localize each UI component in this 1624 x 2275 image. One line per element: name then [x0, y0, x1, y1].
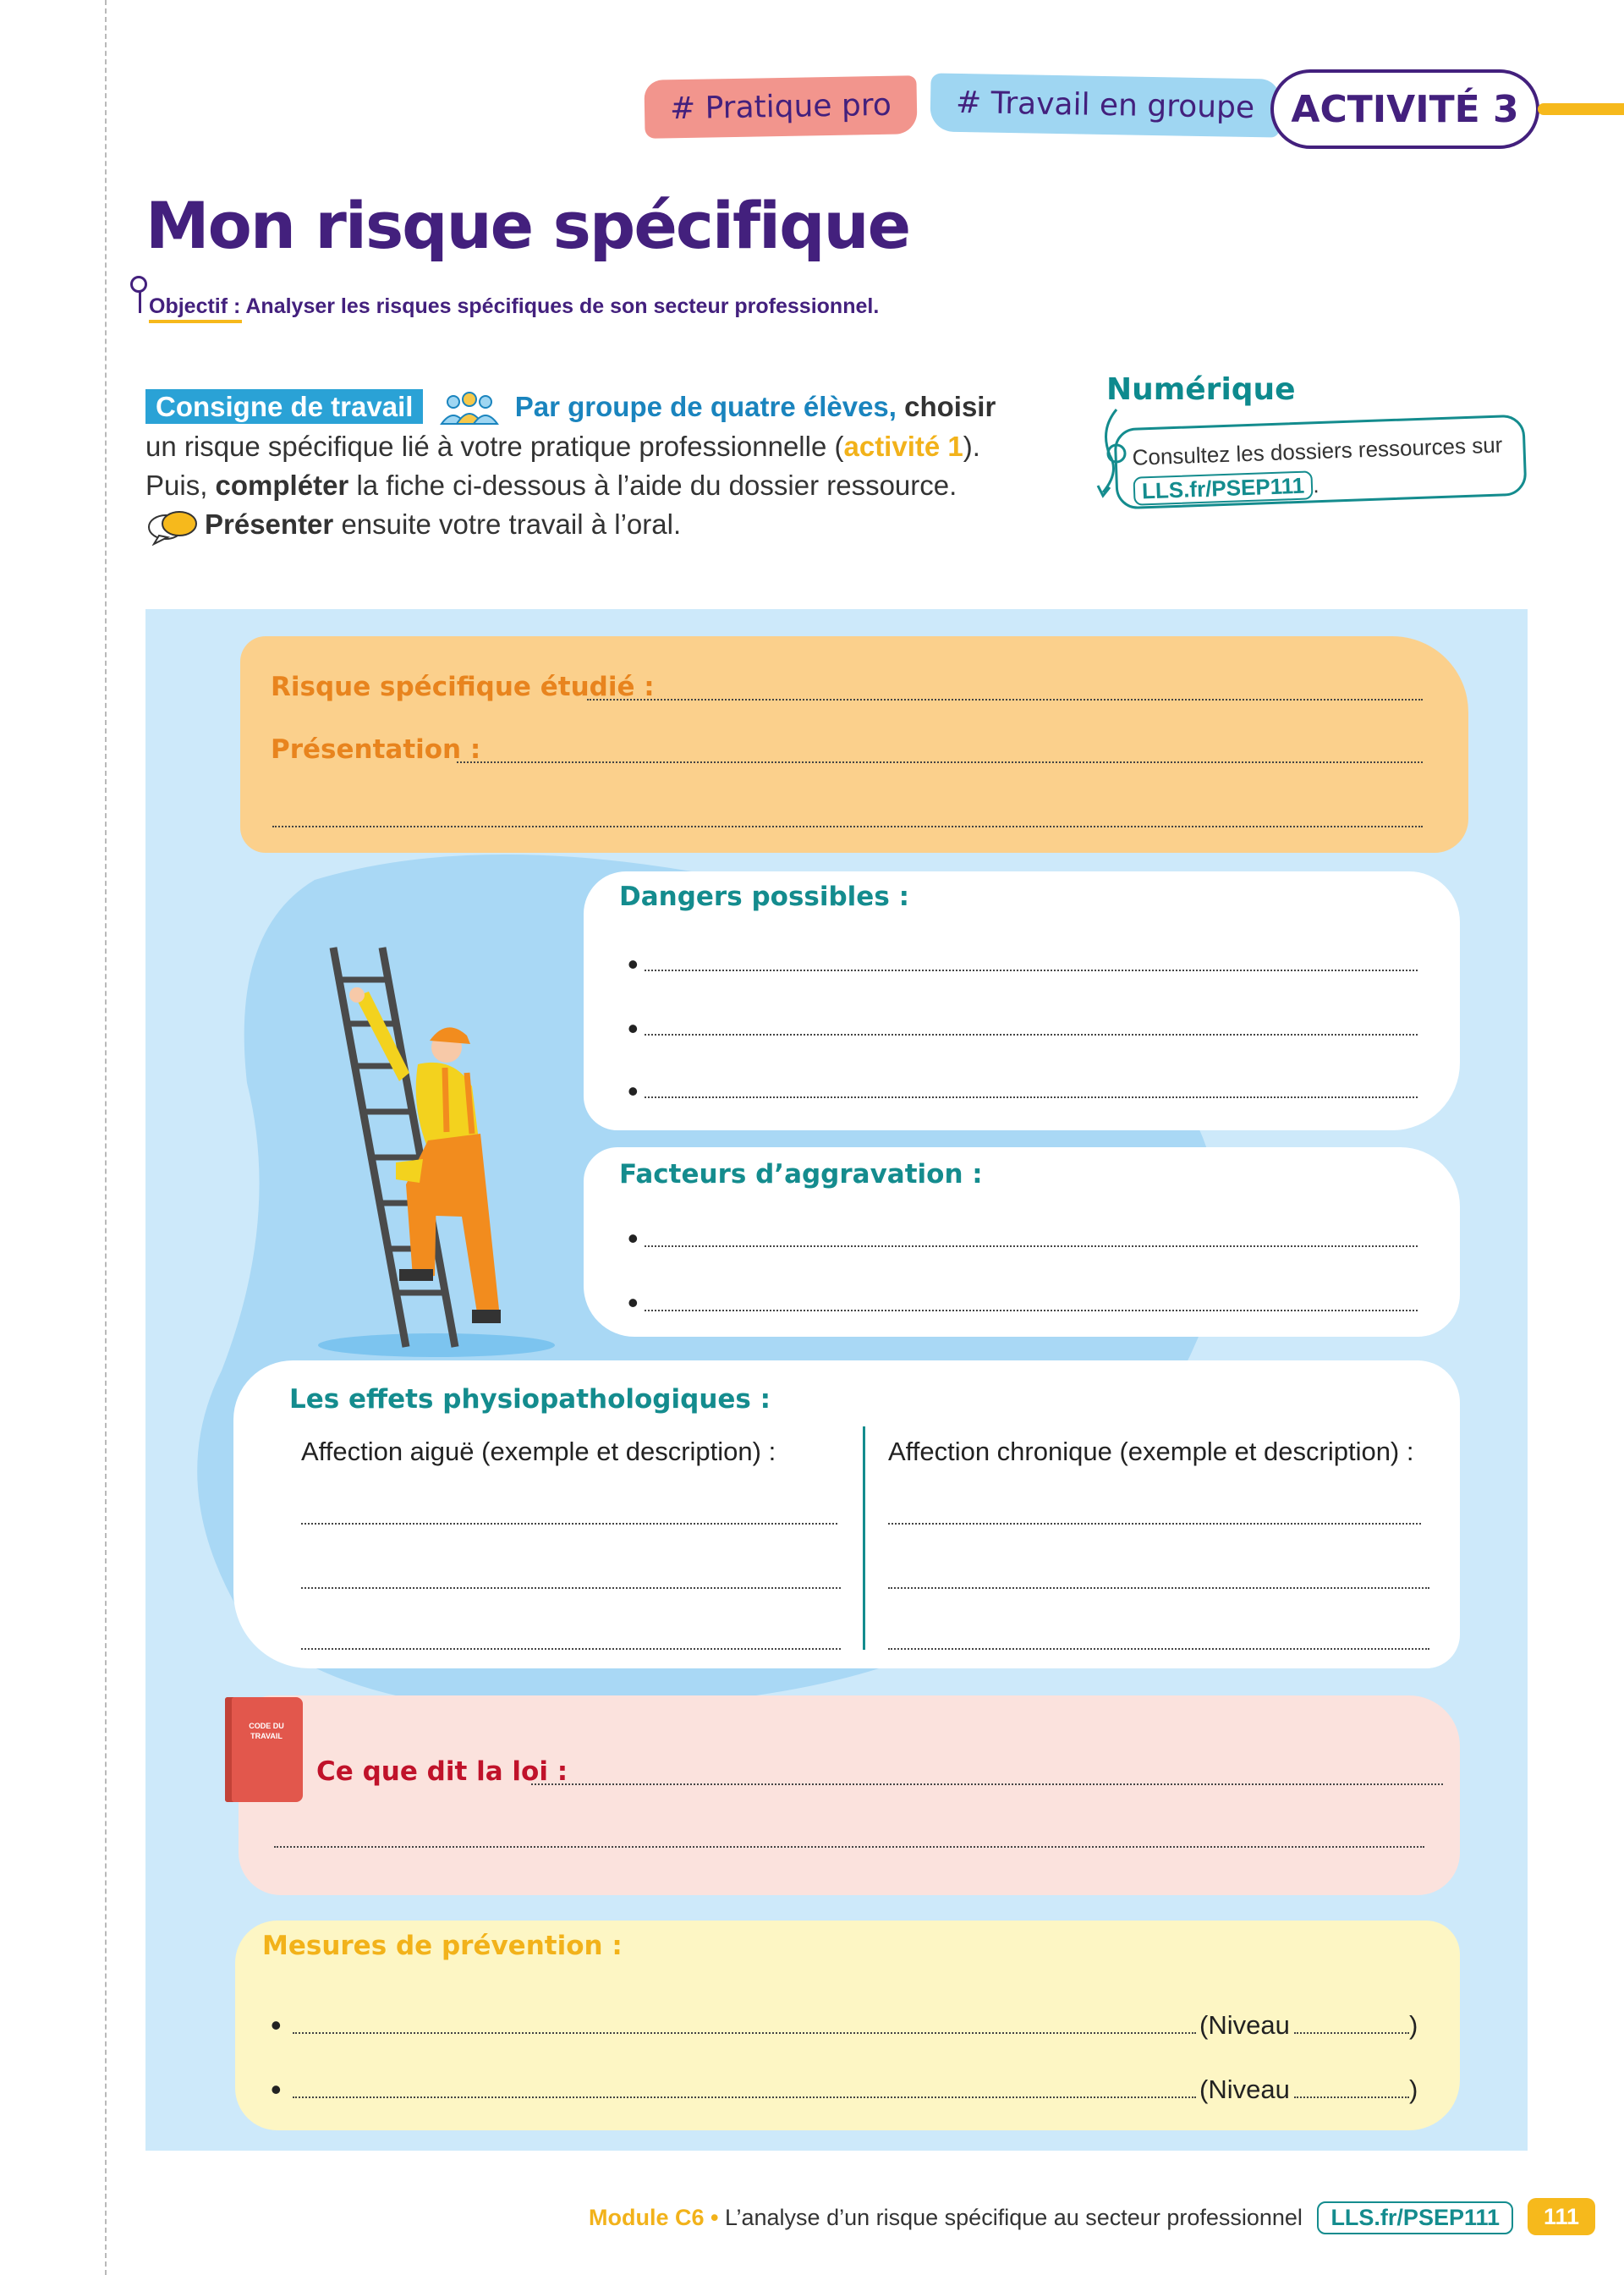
consigne-text-1: un risque spécifique lié à votre pratique professionnelle ( — [145, 431, 844, 463]
dangers-line-1[interactable] — [645, 970, 1418, 971]
code-du-travail-book-icon — [225, 1697, 303, 1802]
numerique-end: . — [1312, 472, 1320, 498]
risk-label: Risque spécifique étudié : — [271, 672, 655, 702]
presentation-input-line-2[interactable] — [272, 826, 1423, 827]
mesures-niveau-1: (Niveau — [1199, 2010, 1290, 2040]
facteurs-bullet-1: • — [628, 1221, 639, 1256]
dangers-line-2[interactable] — [645, 1034, 1418, 1036]
mesures-niveau-close-1: ) — [1409, 2010, 1418, 2040]
chronique-line-3[interactable] — [888, 1648, 1429, 1650]
effets-label: Les effets physiopathologiques : — [289, 1384, 771, 1415]
consigne-text-2: ). Puis, — [145, 431, 980, 502]
dangers-label: Dangers possibles : — [619, 882, 909, 912]
consigne-verb-presenter: Présenter — [205, 508, 334, 541]
objective-text: Analyser les risques spécifiques de son secteur professionnel. — [245, 294, 880, 318]
objective-pin-icon — [130, 276, 147, 293]
activity-badge: ACTIVITÉ 3 — [1270, 69, 1539, 149]
consigne-verb-choisir: choisir — [904, 391, 996, 422]
effets-divider — [863, 1426, 865, 1650]
aigue-line-1[interactable] — [301, 1523, 837, 1525]
loi-line-1[interactable] — [531, 1783, 1443, 1785]
margin-dashed-line — [105, 0, 107, 2275]
consigne-label: Consigne de travail — [145, 389, 423, 424]
tag-pratique-pro: # Pratique pro — [644, 75, 917, 139]
loi-line-2[interactable] — [274, 1846, 1424, 1848]
facteurs-line-1[interactable] — [645, 1245, 1418, 1247]
chronique-line-2[interactable] — [888, 1587, 1429, 1589]
loi-card — [239, 1695, 1460, 1895]
numerique-title: Numérique — [1106, 372, 1296, 407]
chronique-line-1[interactable] — [888, 1523, 1421, 1525]
footer-text: L’analyse d’un risque spécifique au secteur professionnel — [724, 2205, 1303, 2230]
mesures-niveau-line-1[interactable] — [1294, 2032, 1409, 2034]
facteurs-line-2[interactable] — [645, 1310, 1418, 1311]
facteurs-label: Facteurs d’aggravation : — [619, 1159, 983, 1190]
risk-input-line[interactable] — [587, 699, 1423, 701]
page-number: 111 — [1528, 2198, 1595, 2235]
mesures-bullet-1: • — [271, 2008, 282, 2042]
group-icon — [436, 390, 502, 427]
chronique-label: Affection chronique (exemple et description) : — [888, 1437, 1414, 1466]
book-title: CODE DU TRAVAIL — [249, 1722, 284, 1740]
aigue-label: Affection aiguë (exemple et description) : — [301, 1437, 776, 1466]
footer — [589, 2201, 1513, 2234]
instructions — [145, 387, 1025, 546]
mesures-label: Mesures de prévention : — [262, 1931, 623, 1961]
page-title: Mon risque spécifique — [145, 188, 910, 263]
consigne-verb-completer: compléter — [215, 470, 349, 502]
mesures-niveau-2: (Niveau — [1199, 2074, 1290, 2104]
footer-module: Module C6 • — [589, 2205, 719, 2230]
mesures-line-1[interactable] — [293, 2032, 1196, 2034]
speech-bubble-icon — [145, 508, 201, 546]
mesures-bullet-2: • — [271, 2072, 282, 2107]
presentation-label: Présentation : — [271, 734, 481, 765]
presentation-input-line-1[interactable] — [457, 761, 1423, 763]
objective-pin-stem — [139, 291, 141, 313]
objective-label: Objectif : — [149, 294, 241, 318]
consigne-text-3: la fiche ci-dessous à l’aide du dossier ressource. — [356, 470, 957, 502]
dangers-bullet-1: • — [628, 947, 639, 981]
consigne-text-4: ensuite votre travail à l’oral. — [341, 508, 682, 541]
numerique-link[interactable]: LLS.fr/PSEP111 — [1133, 470, 1313, 505]
mesures-niveau-close-2: ) — [1409, 2074, 1418, 2104]
facteurs-bullet-2: • — [628, 1285, 639, 1320]
dangers-bullet-3: • — [628, 1074, 639, 1108]
aigue-line-2[interactable] — [301, 1587, 841, 1589]
dangers-bullet-2: • — [628, 1011, 639, 1046]
mesures-line-2[interactable] — [293, 2096, 1196, 2098]
mesures-niveau-line-2[interactable] — [1294, 2096, 1409, 2098]
objective — [149, 294, 879, 319]
consigne-activity-ref: activité 1 — [843, 431, 963, 463]
footer-link[interactable]: LLS.fr/PSEP111 — [1317, 2201, 1513, 2234]
aigue-line-3[interactable] — [301, 1648, 841, 1650]
dangers-line-3[interactable] — [645, 1096, 1418, 1098]
tag-travail-en-groupe: # Travail en groupe — [930, 73, 1280, 137]
numerique-text: Consultez les dossiers ressources sur — [1132, 431, 1503, 470]
consigne-group: Par groupe de quatre élèves, — [514, 391, 897, 422]
numerique-box — [1113, 415, 1527, 510]
loi-label: Ce que dit la loi : — [316, 1756, 568, 1787]
objective-underline — [149, 320, 242, 323]
ladder-worker-illustration — [318, 937, 563, 1360]
activity-accent-bar — [1538, 103, 1624, 115]
